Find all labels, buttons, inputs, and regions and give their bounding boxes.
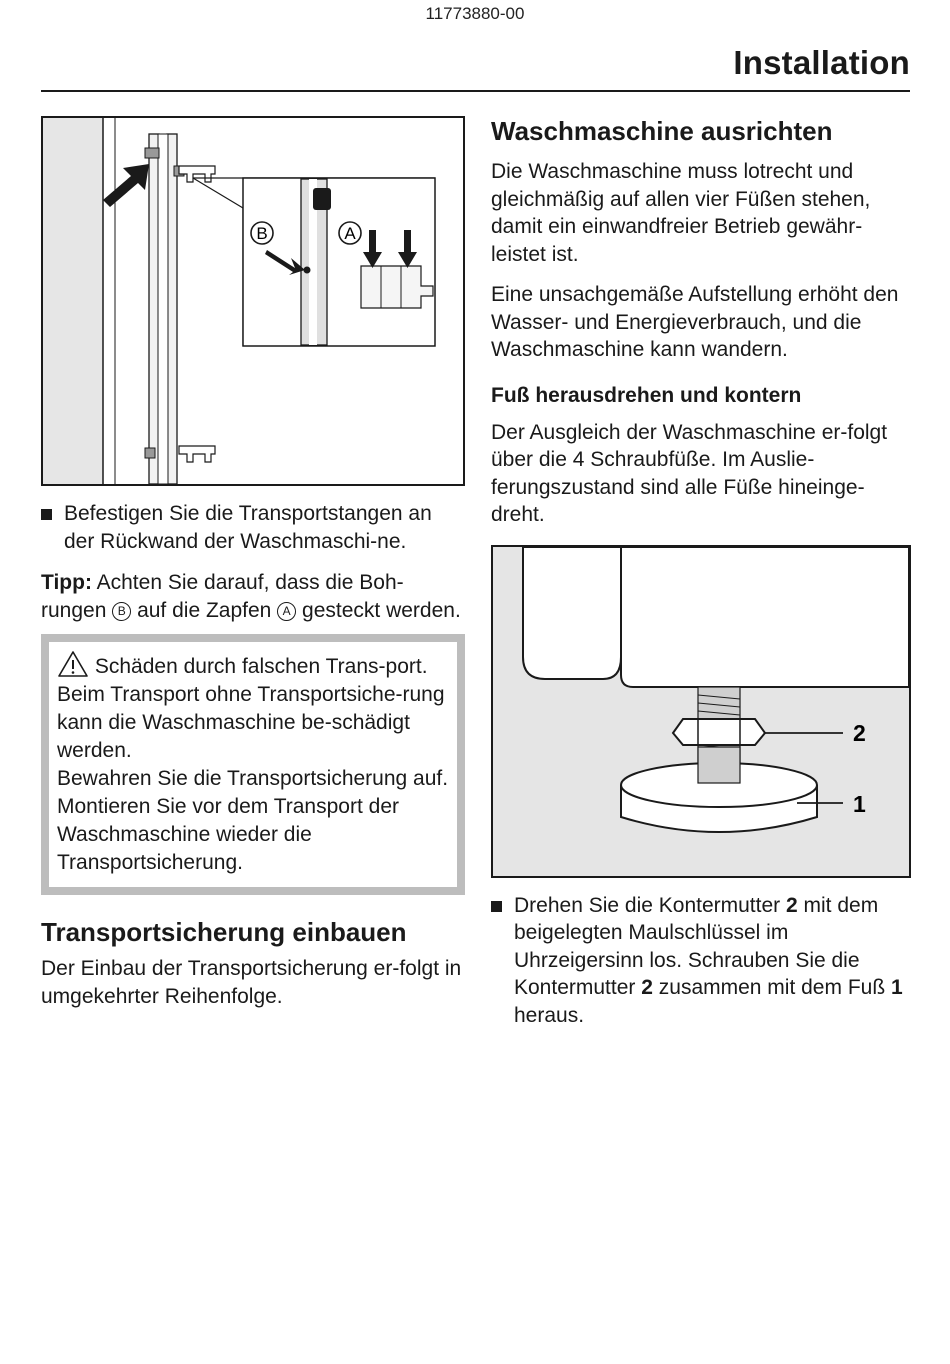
leveling-paragraph-2: Eine unsachgemäße Aufstellung erhöht den Wasser- und Energieverbrauch, und die Waschmaschine kann wandern.	[491, 283, 899, 361]
step-ref-nut-2: 2	[641, 976, 653, 999]
screw-foot-illustration	[491, 545, 911, 878]
step-ref-foot: 1	[891, 976, 903, 999]
leveling-paragraph-3: Der Ausgleich der Waschmaschine er-folgt über die 4 Schraubfüße. Im Auslie-ferungszustand sind alle Füße hineinge-dreht.	[491, 420, 888, 526]
transport-rods-drawing	[43, 118, 463, 484]
transport-lock-text: Der Einbau der Transportsicherung er-folgt in umgekehrter Reihenfolge.	[41, 957, 462, 1008]
marker-b-icon: B	[112, 602, 131, 621]
bullet-square-icon	[41, 509, 52, 520]
callout-nut-label: 2	[853, 719, 866, 746]
instruction-step-unscrew-foot	[491, 892, 916, 1030]
warning-title: Schäden durch falschen Trans-port.	[94, 655, 428, 678]
screw-foot-drawing	[493, 547, 909, 876]
leveling-heading: Waschmaschine ausrichten	[491, 116, 833, 146]
step-ref-nut: 2	[785, 893, 798, 917]
leveling-paragraph-1: Die Waschmaschine muss lotrecht und gleichmäßig auf allen vier Füßen stehen, damit ein einwandfreier Betrieb gewähr-leistet ist.	[491, 160, 871, 266]
step-text-part4: heraus.	[514, 1003, 585, 1027]
warning-text-2: Bewahren Sie die Transportsicherung auf. Montieren Sie vor dem Transport der Waschmaschine wieder die Transportsicherung.	[57, 767, 449, 874]
callout-foot-label: 1	[853, 790, 866, 817]
foot-subheading: Fuß herausdrehen und kontern	[491, 383, 802, 407]
header-rule	[41, 90, 910, 92]
bullet-square-icon	[491, 901, 502, 912]
warning-title-line	[57, 650, 449, 681]
tip-label: Tipp:	[41, 571, 92, 594]
tip-text-part3: gesteckt werden.	[302, 598, 461, 622]
tip-text-part2: auf die Zapfen	[137, 598, 272, 622]
tip-text-part1: Achten Sie darauf, dass die Boh-rungen	[41, 571, 404, 622]
warning-triangle-icon	[57, 650, 89, 678]
step-text: Befestigen Sie die Transportstangen an der Rückwand der Waschmaschi-ne.	[64, 502, 432, 553]
tip-paragraph	[41, 569, 466, 624]
right-column	[491, 116, 916, 1029]
marker-a-icon: A	[277, 602, 296, 621]
step-text-part1: Drehen Sie die Kontermutter	[514, 893, 781, 917]
transport-rods-illustration	[41, 116, 465, 486]
inset-label-b: B	[256, 224, 268, 243]
warning-text-1: Beim Transport ohne Transportsiche-rung kann die Waschmaschine be-schädigt werden.	[57, 683, 445, 762]
left-column	[41, 116, 466, 1010]
step-text	[514, 892, 916, 1030]
step-text-part3: zusammen mit dem Fuß	[658, 976, 886, 999]
document-id: 11773880-00	[425, 4, 525, 23]
step-text-part2: mit dem beigelegten Maulschlüssel im Uhrzeigersinn los. Schrauben Sie die Kontermutter	[514, 893, 879, 999]
section-title: Installation	[733, 44, 910, 81]
warning-box	[41, 634, 465, 895]
instruction-step-mount-rods	[41, 500, 466, 555]
transport-lock-heading: Transportsicherung einbauen	[41, 917, 407, 947]
inset-label-a: A	[344, 224, 356, 243]
